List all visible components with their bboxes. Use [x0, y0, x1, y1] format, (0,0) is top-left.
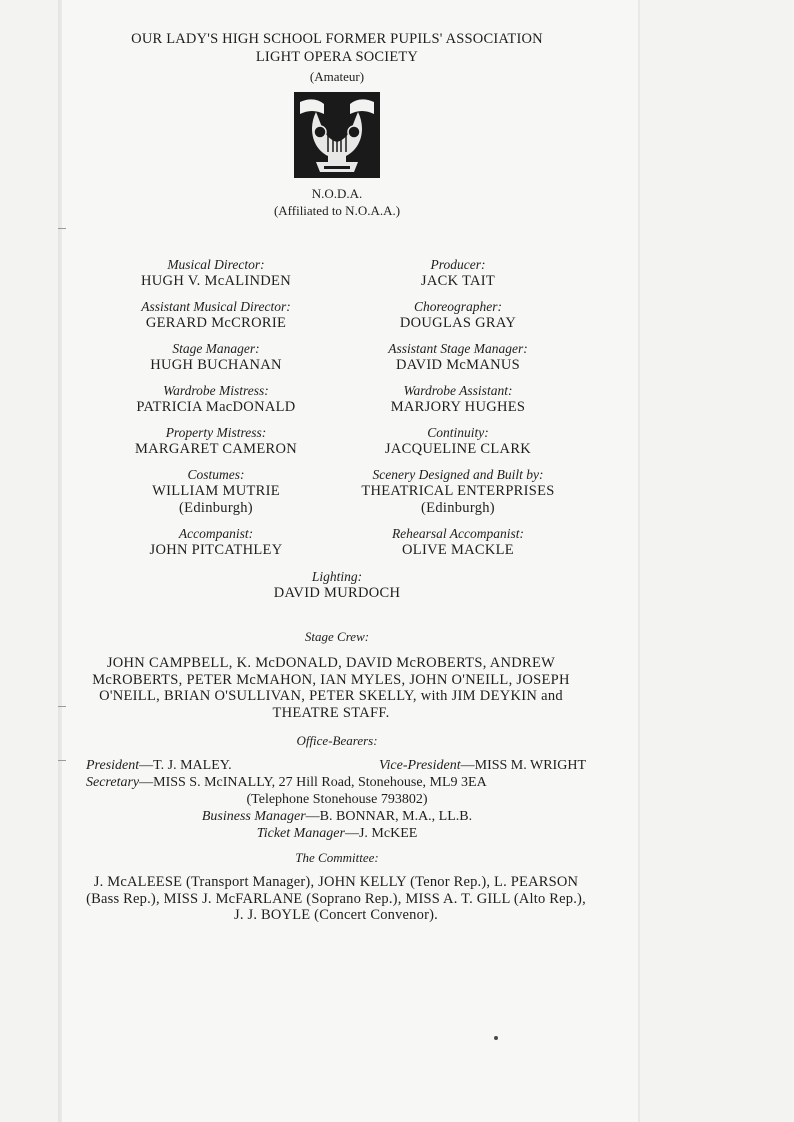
business-manager-row: [100, 808, 574, 825]
staff-role: Lighting:: [311, 569, 363, 584]
ticket-manager-label: Ticket Manager: [256, 826, 345, 841]
staff-name: GERARD McCRORIE: [145, 315, 287, 331]
ticket-manager-name: —J. McKEE: [344, 826, 418, 841]
staff-entry: [100, 257, 332, 290]
staff-entry: [342, 425, 574, 458]
vice-president-entry: [379, 757, 586, 774]
staff-name: MARGARET CAMERON: [134, 441, 298, 457]
business-manager-name: —B. BONNAR, M.A., LL.B.: [305, 809, 473, 824]
staff-role: Producer:: [430, 257, 486, 272]
secretary-telephone: (Telephone Stonehouse 793802): [246, 792, 428, 807]
stage-crew-list: JOHN CAMPBELL, K. McDONALD, DAVID McROBERTS, ANDREW McROBERTS, PETER McMAHON, IAN MYLES, JOHN O'NEILL, JOSEPH O'NEILL, BRIAN O'SULLIVAN, PETER SKELLY, with JIM DEYKIN and THEATRE STAFF.: [92, 655, 570, 721]
staff-entry: [342, 257, 574, 290]
committee-heading: The Committee:: [295, 850, 379, 865]
staff-role: Continuity:: [427, 425, 489, 440]
staff-name: DAVID MURDOCH: [273, 585, 401, 601]
staff-role: Wardrobe Assistant:: [403, 383, 513, 398]
staff-entry: [100, 383, 332, 416]
staff-name: HUGH V. McALINDEN: [141, 273, 291, 289]
staff-note: (Edinburgh): [179, 500, 253, 516]
binding-tick: [58, 228, 66, 229]
vice-president-name: —MISS M. WRIGHT: [460, 758, 586, 773]
affiliation-note: (Affiliated to N.O.A.A.): [273, 203, 401, 218]
staff-name: WILLIAM MUTRIE: [152, 483, 280, 499]
staff-name: JACQUELINE CLARK: [384, 441, 532, 457]
secretary-name: —MISS S. McINALLY, 27 Hill Road, Stonehouse, ML9 3EA: [139, 775, 487, 790]
office-bearers-heading: Office-Bearers:: [296, 733, 378, 748]
staff-note: (Edinburgh): [421, 500, 495, 516]
staff-entry: [100, 299, 332, 332]
staff-role: Choreographer:: [414, 299, 502, 314]
staff-entry: [100, 467, 332, 517]
staff-name: DAVID McMANUS: [395, 357, 521, 373]
binding-tick: [58, 706, 66, 707]
business-manager-label: Business Manager: [201, 809, 306, 824]
staff-name: MARJORY HUGHES: [390, 399, 526, 415]
secretary-label: Secretary: [86, 775, 140, 790]
staff-entry: [342, 299, 574, 332]
staff-name: HUGH BUCHANAN: [150, 357, 282, 373]
staff-role: Rehearsal Accompanist:: [391, 526, 525, 541]
programme-content: [86, 30, 586, 924]
staff-role: Musical Director:: [167, 257, 265, 272]
lyre-crest-icon: [294, 92, 380, 178]
staff-role: Wardrobe Mistress:: [163, 383, 269, 398]
staff-name: DOUGLAS GRAY: [399, 315, 517, 331]
staff-entry: [100, 425, 332, 458]
society-subtitle: LIGHT OPERA SOCIETY: [255, 49, 419, 65]
secretary-row: [86, 774, 586, 791]
president-name: —T. J. MALEY.: [139, 758, 232, 773]
staff-name: PATRICIA MacDONALD: [136, 399, 296, 415]
staff-entry: [342, 341, 574, 374]
production-staff: [100, 257, 574, 559]
society-title: OUR LADY'S HIGH SCHOOL FORMER PUPILS' ASSOCIATION: [131, 31, 543, 47]
staff-role: Assistant Stage Manager:: [388, 341, 528, 356]
staff-entry: [100, 526, 332, 559]
staff-name: THEATRICAL ENTERPRISES: [361, 483, 555, 499]
staff-role: Scenery Designed and Built by:: [372, 467, 544, 482]
vice-president-label: Vice-President: [378, 758, 461, 773]
staff-entry: [342, 526, 574, 559]
ticket-manager-row: [100, 825, 574, 842]
ink-speck: [494, 1036, 498, 1040]
staff-role: Stage Manager:: [172, 341, 260, 356]
noda-label: N.O.D.A.: [311, 186, 363, 201]
lighting-entry: [100, 569, 574, 602]
staff-name: JACK TAIT: [420, 273, 496, 289]
president-row: [86, 757, 586, 774]
staff-name: JOHN PITCATHLEY: [149, 542, 283, 558]
staff-entry: [342, 383, 574, 416]
president-label: President: [86, 758, 140, 773]
binding-tick: [58, 760, 66, 761]
stage-crew-heading: Stage Crew:: [304, 629, 370, 644]
staff-role: Accompanist:: [178, 526, 254, 541]
staff-name: OLIVE MACKLE: [402, 542, 514, 558]
staff-role: Property Mistress:: [165, 425, 267, 440]
amateur-note: (Amateur): [309, 69, 365, 84]
staff-entry: [342, 467, 574, 517]
president-entry: [86, 757, 232, 774]
committee-list: J. McALEESE (Transport Manager), JOHN KELLY (Tenor Rep.), L. PEARSON (Bass Rep.), MISS J. McFARLANE (Soprano Rep.), MISS A. T. GILL (Alto Rep.), J. J. BOYLE (Concert Convenor).: [86, 874, 586, 923]
staff-role: Costumes:: [187, 467, 245, 482]
staff-role: Assistant Musical Director:: [141, 299, 291, 314]
staff-entry: [100, 341, 332, 374]
